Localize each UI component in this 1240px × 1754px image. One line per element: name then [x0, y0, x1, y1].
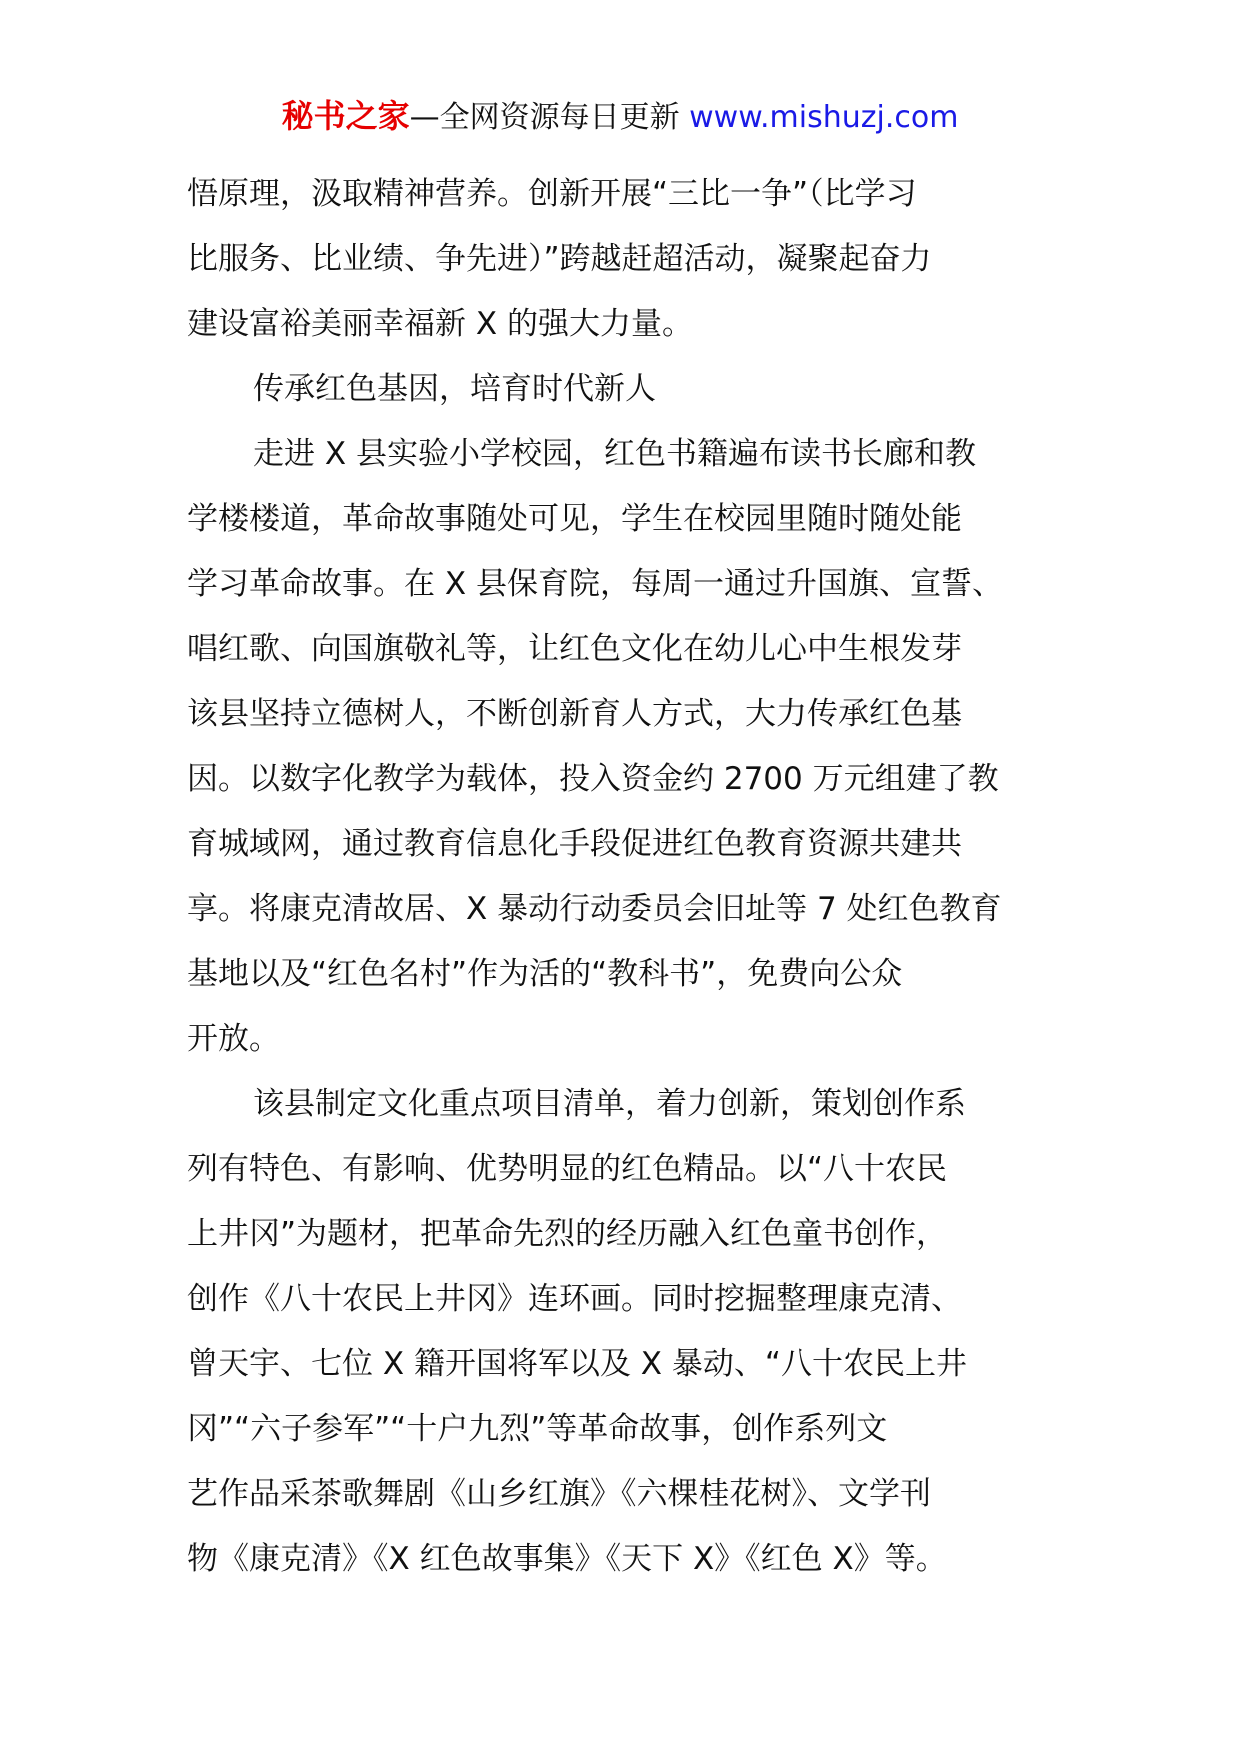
site-tagline: —全网资源每日更新 — [409, 100, 680, 135]
text-line: 物《康克清》《X 红色故事集》《天下 X》《红色 X》等。 — [187, 1541, 947, 1577]
document-body — [187, 162, 1087, 1592]
site-brand: 秘书之家 — [281, 97, 410, 135]
text-line: 悟原理，汲取精神营养。创新开展“三比一争”（比学习 — [187, 176, 917, 212]
text-line: 学楼楼道，革命故事随处可见，学生在校园里随时随处能 — [187, 501, 962, 537]
text-line: 开放。 — [187, 1021, 280, 1057]
page-header — [0, 96, 1240, 138]
text-line: 冈”“六子参军”“十户九烈”等革命故事，创作系列文 — [187, 1411, 888, 1447]
text-line: 唱红歌、向国旗敬礼等，让红色文化在幼儿心中生根发芽 — [187, 631, 962, 667]
text-line: 基地以及“红色名村”作为活的“教科书”，免费向公众 — [187, 956, 903, 992]
paragraph-start-line: 传承红色基因，培育时代新人 — [253, 371, 656, 407]
text-line: 因。以数字化教学为载体，投入资金约 2700 万元组建了教 — [187, 761, 999, 797]
text-line: 比服务、比业绩、争先进）”跨越赶超活动，凝聚起奋力 — [187, 241, 932, 277]
site-url-link[interactable]: www.mishuzj.com — [689, 100, 959, 135]
text-line: 学习革命故事。在 X 县保育院，每周一通过升国旗、宣誓、 — [187, 566, 1003, 602]
text-line: 该县坚持立德树人，不断创新育人方式，大力传承红色基 — [187, 696, 962, 732]
text-line: 上井冈”为题材，把革命先烈的经历融入红色童书创作， — [187, 1216, 948, 1252]
paragraph-start-line: 该县制定文化重点项目清单，着力创新，策划创作系 — [253, 1086, 966, 1122]
paragraph-start-line: 走进 X 县实验小学校园，红色书籍遍布读书长廊和教 — [253, 436, 976, 472]
text-line: 艺作品采茶歌舞剧《山乡红旗》《六棵桂花树》、文学刊 — [187, 1476, 931, 1512]
text-line: 建设富裕美丽幸福新 X 的强大力量。 — [187, 306, 693, 342]
text-line: 曾天宇、七位 X 籍开国将军以及 X 暴动、“八十农民上井 — [187, 1346, 967, 1382]
text-line: 列有特色、有影响、优势明显的红色精品。以“八十农民 — [187, 1151, 948, 1187]
text-line: 创作《八十农民上井冈》连环画。同时挖掘整理康克清、 — [187, 1281, 962, 1317]
text-line: 享。将康克清故居、X 暴动行动委员会旧址等 7 处红色教育 — [187, 891, 1002, 927]
text-line: 育城域网，通过教育信息化手段促进红色教育资源共建共 — [187, 826, 962, 862]
